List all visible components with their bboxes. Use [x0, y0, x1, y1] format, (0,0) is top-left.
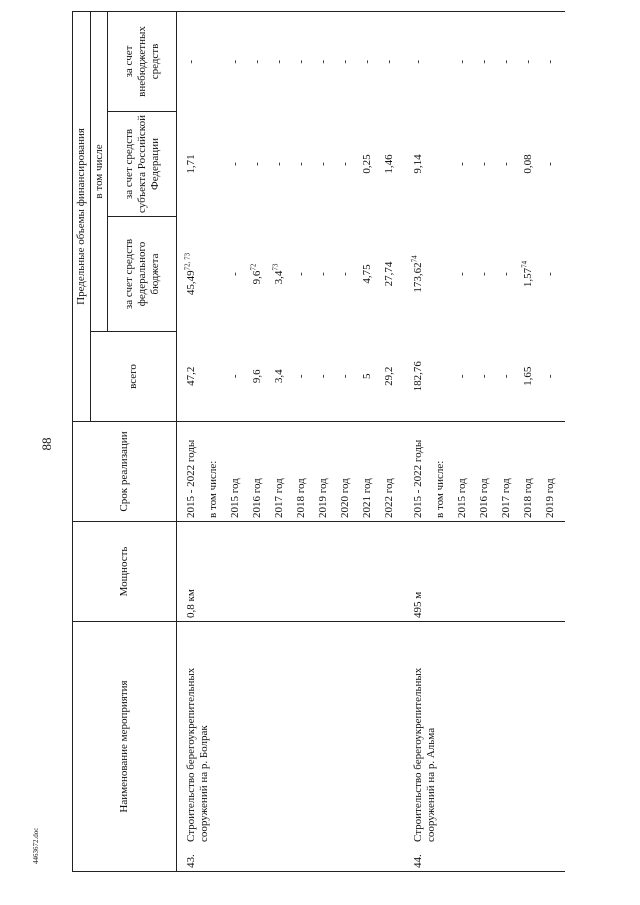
extrabudget-cell: -	[543, 11, 565, 111]
total-cell	[433, 332, 455, 422]
project-name-cell	[404, 622, 565, 872]
regional-cell	[206, 112, 228, 217]
federal-cell	[228, 217, 250, 332]
header-federal: за счет средств федерального бюджета	[108, 217, 177, 332]
header-including: в том числе	[90, 11, 108, 331]
header-term: Срок реализации	[73, 422, 177, 522]
table-row	[177, 11, 207, 871]
federal-value: 3,4	[273, 270, 286, 285]
federal-cell	[433, 217, 455, 332]
term-cell: 2015 - 2022 годы	[404, 422, 433, 522]
federal-cell	[404, 217, 433, 332]
extrabudget-cell: -	[477, 11, 499, 111]
total-cell: -	[455, 332, 477, 422]
federal-cell	[360, 217, 382, 332]
total-cell: -	[477, 332, 499, 422]
regional-cell: 1,71	[185, 154, 198, 174]
project-name-cell	[177, 622, 405, 872]
term-cell: 2016 год	[477, 422, 499, 522]
header-capacity: Мощность	[73, 522, 177, 622]
regional-cell: -	[544, 162, 557, 166]
funding-table-container	[72, 12, 614, 872]
project-capacity: 0,8 км	[177, 522, 405, 622]
federal-footnote: 74	[520, 260, 529, 268]
funding-table	[72, 11, 565, 872]
federal-cell	[338, 217, 360, 332]
extrabudget-cell: -	[499, 11, 521, 111]
extrabudget-cell: -	[316, 11, 338, 111]
federal-cell	[316, 217, 338, 332]
regional-cell: -	[295, 162, 308, 166]
federal-value: -	[478, 272, 491, 276]
term-cell: 2018 год	[294, 422, 316, 522]
regional-cell	[433, 112, 455, 217]
page-number: 88	[39, 437, 54, 451]
regional-cell: 0,08	[522, 154, 535, 174]
document-code: 4463672.doc	[32, 827, 40, 864]
federal-value: 9,6	[251, 270, 264, 285]
regional-cell: 9,14	[412, 154, 425, 174]
total-cell: 29,2	[382, 332, 404, 422]
regional-cell: -	[317, 162, 330, 166]
term-cell: 2018 год	[521, 422, 543, 522]
federal-value: -	[500, 272, 513, 276]
federal-cell	[177, 217, 207, 332]
header-total: всего	[90, 332, 177, 422]
federal-value: 45,49	[185, 270, 198, 296]
total-cell: 9,6	[250, 332, 272, 422]
term-cell: 2015 год	[455, 422, 477, 522]
federal-value: -	[339, 272, 352, 276]
header-regional: за счет средств субъекта Российской Федерации	[108, 112, 177, 217]
federal-footnote: 72, 73	[183, 252, 192, 271]
project-name: Строительство берегоукрепительных сооружений на р. Болрак	[185, 667, 210, 842]
extrabudget-cell	[206, 11, 228, 111]
regional-cell: -	[500, 162, 513, 166]
extrabudget-cell: -	[521, 11, 543, 111]
extrabudget-cell: -	[228, 11, 250, 111]
extrabudget-cell: -	[338, 11, 360, 111]
total-cell: 1,65	[521, 332, 543, 422]
extrabudget-cell	[433, 11, 455, 111]
federal-cell	[382, 217, 404, 332]
project-number: 43.	[185, 854, 198, 868]
extrabudget-cell: -	[382, 11, 404, 111]
federal-footnote: 74	[410, 255, 419, 263]
term-cell: 2017 год	[499, 422, 521, 522]
table-body	[177, 11, 566, 871]
regional-cell: -	[339, 162, 352, 166]
federal-cell	[543, 217, 565, 332]
table-header	[73, 11, 177, 871]
regional-cell: -	[456, 162, 469, 166]
federal-value: 173,62	[412, 262, 425, 293]
total-cell: 5	[360, 332, 382, 422]
table-row	[404, 11, 433, 871]
term-cell: 2021 год	[360, 422, 382, 522]
total-cell: 3,4	[272, 332, 294, 422]
header-name: Наименование мероприятия	[73, 622, 177, 872]
regional-cell: -	[478, 162, 491, 166]
total-cell: 182,76	[404, 332, 433, 422]
extrabudget-cell: -	[177, 11, 207, 111]
project-number: 44.	[412, 854, 425, 868]
extrabudget-cell: -	[404, 11, 433, 111]
term-cell: 2019 год	[316, 422, 338, 522]
total-cell: -	[228, 332, 250, 422]
total-cell: -	[338, 332, 360, 422]
federal-cell	[206, 217, 228, 332]
federal-value: -	[317, 272, 330, 276]
regional-cell: 1,46	[383, 154, 396, 174]
term-cell: 2022 год	[382, 422, 404, 522]
federal-cell	[272, 217, 294, 332]
total-cell: -	[543, 332, 565, 422]
federal-value: -	[295, 272, 308, 276]
federal-footnote: 72	[249, 263, 258, 271]
total-cell: -	[499, 332, 521, 422]
extrabudget-cell: -	[294, 11, 316, 111]
term-cell: в том числе:	[433, 422, 455, 522]
total-cell	[206, 332, 228, 422]
header-extrabudget: за счет внебюджетных средств	[108, 11, 177, 111]
federal-value: -	[456, 272, 469, 276]
term-cell: 2015 год	[228, 422, 250, 522]
extrabudget-cell: -	[250, 11, 272, 111]
federal-value: -	[544, 272, 557, 276]
extrabudget-cell: -	[455, 11, 477, 111]
federal-cell	[499, 217, 521, 332]
term-cell: 2016 год	[250, 422, 272, 522]
federal-footnote: 73	[271, 263, 280, 271]
total-cell: -	[294, 332, 316, 422]
federal-cell	[250, 217, 272, 332]
federal-cell	[294, 217, 316, 332]
term-cell: 2017 год	[272, 422, 294, 522]
regional-cell: 0,25	[361, 154, 374, 174]
project-capacity: 495 м	[404, 522, 565, 622]
federal-value: 4,75	[361, 264, 374, 284]
federal-cell	[477, 217, 499, 332]
term-cell: 2020 год	[338, 422, 360, 522]
extrabudget-cell: -	[272, 11, 294, 111]
regional-cell: -	[273, 162, 286, 166]
term-cell: 2019 год	[543, 422, 565, 522]
federal-value: 27,74	[383, 261, 396, 287]
regional-cell: -	[229, 162, 242, 166]
total-cell: 47,2	[177, 332, 207, 422]
federal-value: 1,57	[522, 267, 535, 288]
federal-value: -	[229, 272, 242, 276]
term-cell: 2015 - 2022 годы	[177, 422, 207, 522]
federal-cell	[521, 217, 543, 332]
project-name: Строительство берегоукрепительных сооружений на р. Альма	[412, 667, 437, 842]
extrabudget-cell: -	[360, 11, 382, 111]
header-funding-group: Предельные объемы финансирования	[73, 11, 91, 421]
regional-cell: -	[251, 162, 264, 166]
term-cell: в том числе:	[206, 422, 228, 522]
total-cell: -	[316, 332, 338, 422]
federal-cell	[455, 217, 477, 332]
